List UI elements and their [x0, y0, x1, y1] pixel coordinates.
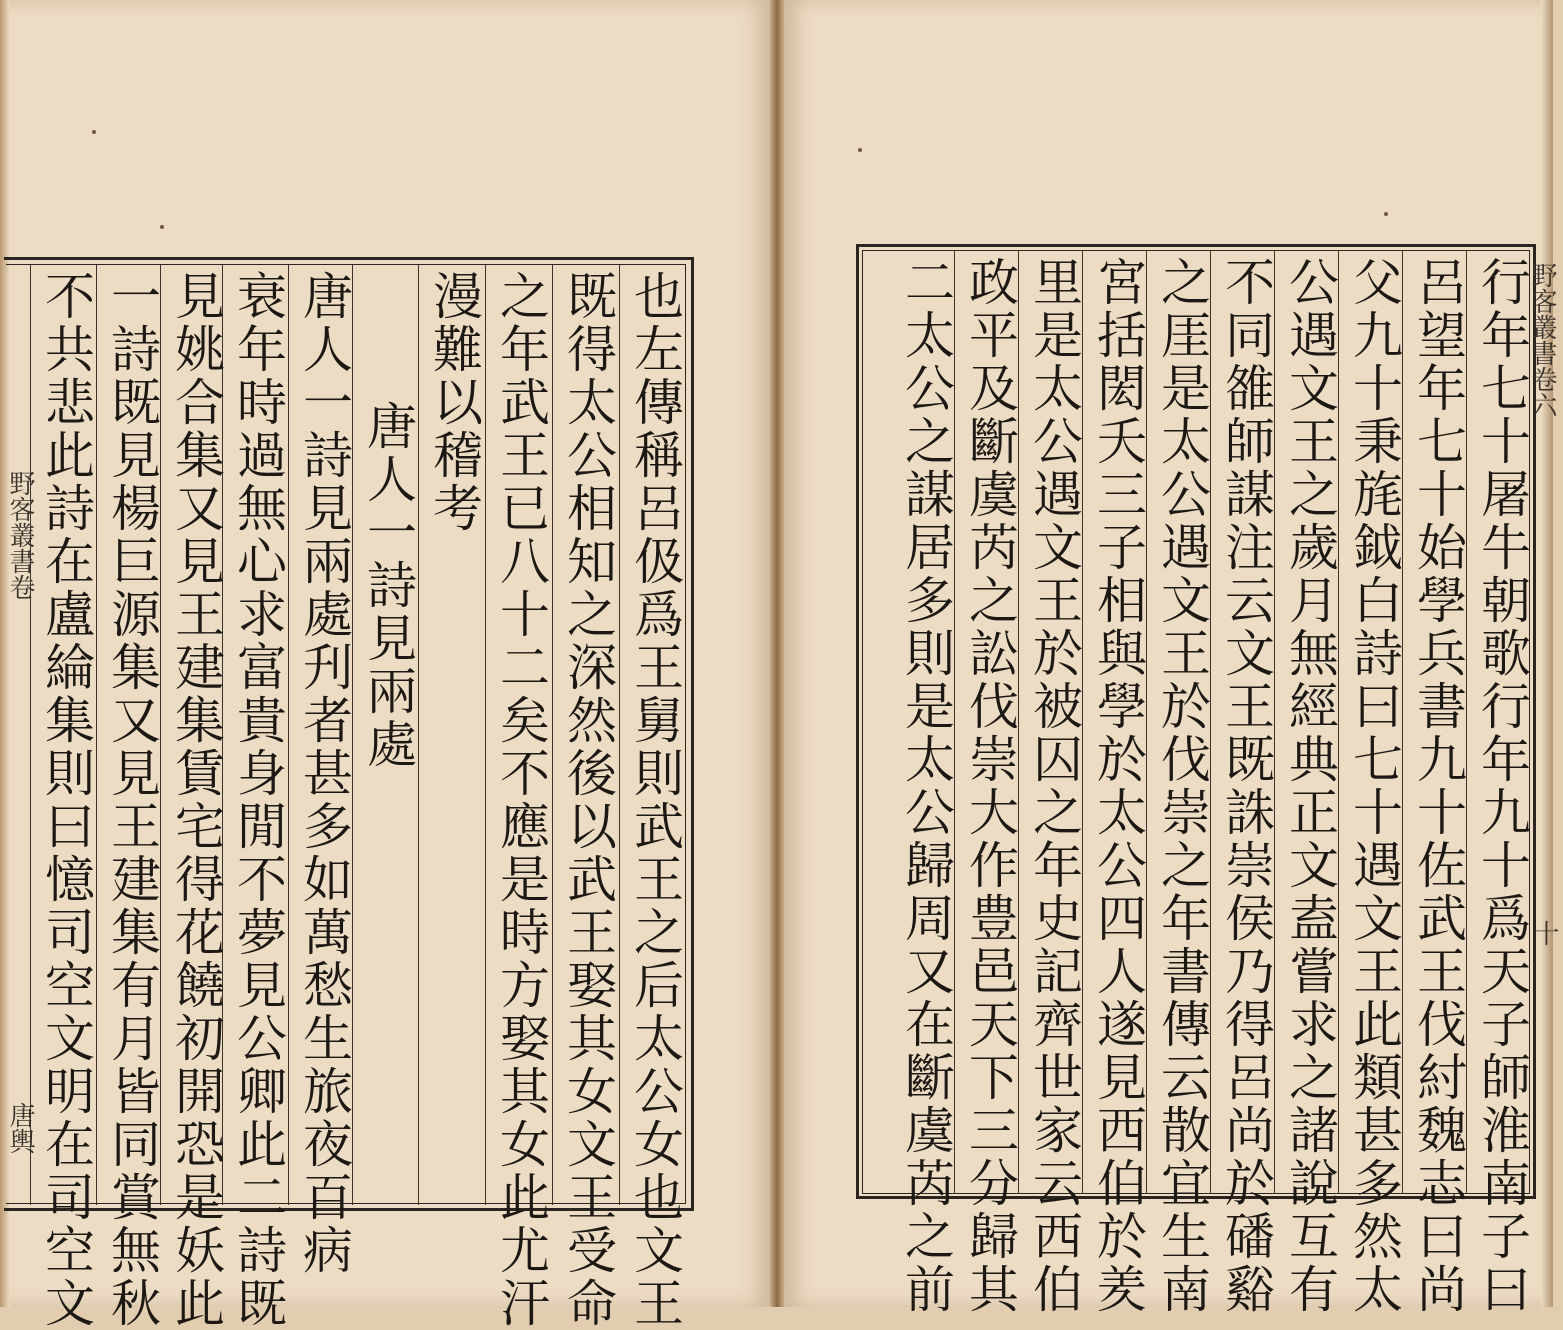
text-column: 里是太公遇文王於被囚之年史記齊世家云西伯	[1025, 256, 1083, 1316]
text-column: 既得太公相知之深然後以武王娶其女文王受命	[559, 270, 617, 1330]
text-column: 一詩既見楊巨源集又見王建集有月皆同賞無秋	[103, 270, 161, 1330]
right-page-edge	[1541, 0, 1553, 1307]
text-column: 宮括閎夭三子相與學於太公四人遂見西伯於羑	[1089, 256, 1147, 1316]
text-column: 行年七十屠牛朝歌行年九十爲天子師淮南子曰	[1473, 256, 1531, 1316]
text-column: 唐人一詩見兩處刋者甚多如萬愁生旅夜百病	[295, 270, 353, 1277]
text-column: 也左傳稱呂伋爲王舅則武王之后太公女也文王	[626, 270, 684, 1330]
paper-speck	[92, 130, 96, 134]
paper-speck	[858, 148, 862, 152]
margin-folio-mark: 唐輿	[5, 1102, 35, 1154]
text-column: 之厓是太公遇文王於伐崇之年書傳云散宜生南	[1153, 256, 1211, 1316]
paper-speck	[1384, 212, 1388, 216]
text-column: 父九十秉旄鉞白詩曰七十遇文王此類甚多然太	[1345, 256, 1403, 1316]
text-column: 見姚合集又見王建集賃宅得花饒初開恐是妖此	[167, 270, 225, 1330]
section-heading: 唐人一詩見兩處	[359, 400, 417, 771]
book-gutter	[770, 0, 784, 1307]
margin-book-title: 野客叢書卷	[5, 470, 35, 600]
paper-speck	[160, 225, 164, 229]
text-column: 不共悲此詩在盧綸集則曰憶司空文明在司空文	[37, 270, 95, 1330]
margin-folio-number: 十	[1529, 920, 1559, 946]
text-column: 呂望年七十始學兵書九十佐武王伐紂魏志曰尚	[1409, 256, 1467, 1316]
text-column: 不同雒師謀注云文王既誅崇侯乃得呂尚於磻谿	[1217, 256, 1275, 1316]
text-column: 衰年時過無心求富貴身閒不夢見公卿此二詩既	[229, 270, 287, 1330]
column-rule	[30, 265, 31, 1205]
margin-book-title: 野客叢書卷六	[1527, 262, 1557, 418]
text-column: 之年武王已八十二矣不應是時方娶其女此尤汗	[492, 270, 550, 1330]
text-column: 公遇文王之歲月無經典正文盍嘗求之諸說互有	[1281, 256, 1339, 1316]
text-column: 二太公之謀居多則是太公歸周又在斷虞芮之前	[897, 256, 955, 1316]
text-column: 政平及斷虞芮之訟伐崇大作豊邑天下三分歸其	[961, 256, 1019, 1316]
text-column: 漫難以稽考	[425, 270, 483, 535]
